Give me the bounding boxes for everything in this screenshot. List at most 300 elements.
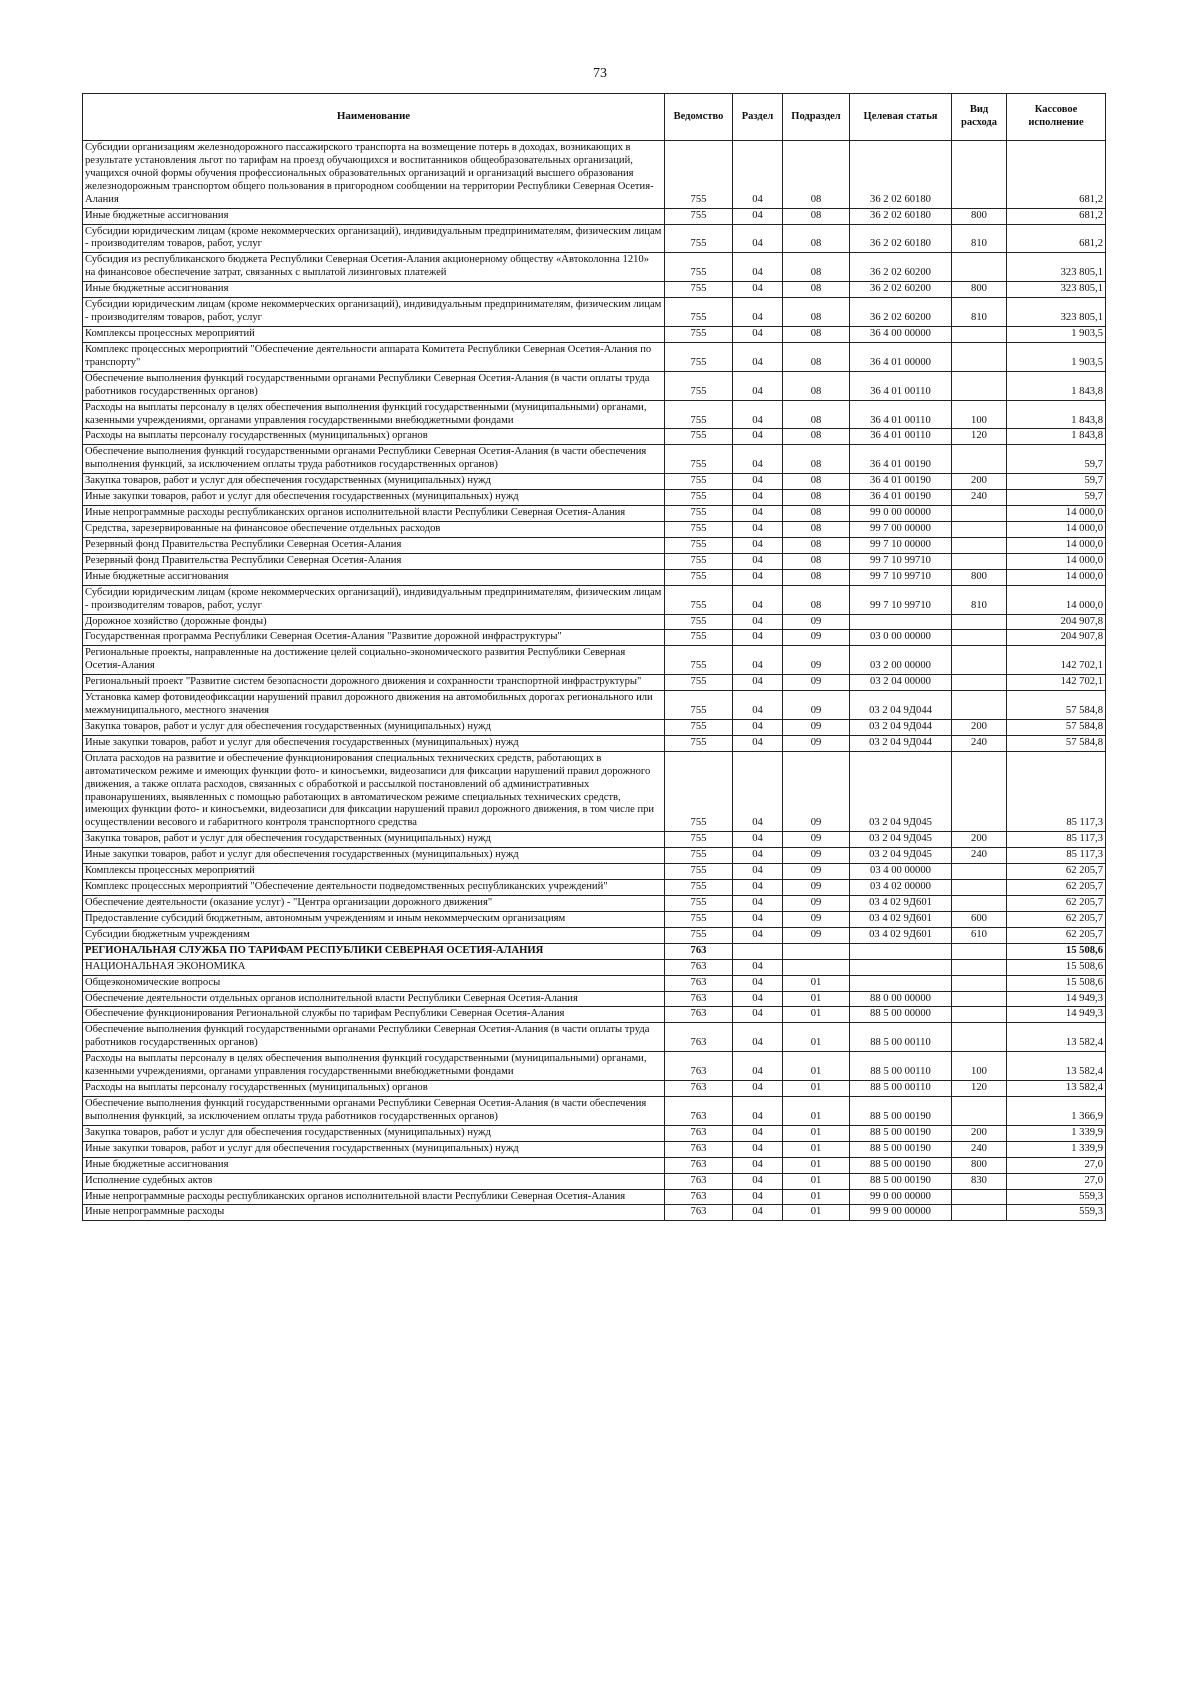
row-amount: 1 843,8 <box>1007 371 1106 400</box>
row-subsection: 01 <box>783 1189 850 1205</box>
row-expense-type <box>952 864 1007 880</box>
row-amount: 681,2 <box>1007 208 1106 224</box>
row-target: 88 5 00 00110 <box>850 1052 952 1081</box>
table-row <box>83 585 1106 614</box>
row-amount: 14 000,0 <box>1007 506 1106 522</box>
row-expense-type: 240 <box>952 490 1007 506</box>
row-expense-type: 810 <box>952 224 1007 253</box>
row-name: Комплекс процессных мероприятий "Обеспечение деятельности аппарата Комитета Республики Северная Осетия-Алания по транспорту" <box>83 342 665 371</box>
row-department: 755 <box>665 208 733 224</box>
row-department: 755 <box>665 832 733 848</box>
row-name: Обеспечение деятельности (оказание услуг) - "Центра организации дорожного движения" <box>83 896 665 912</box>
row-department: 755 <box>665 896 733 912</box>
row-subsection: 09 <box>783 880 850 896</box>
row-amount: 62 205,7 <box>1007 911 1106 927</box>
row-section: 04 <box>733 1097 783 1126</box>
row-name: Иные непрограммные расходы <box>83 1205 665 1221</box>
row-expense-type <box>952 253 1007 282</box>
row-subsection: 08 <box>783 208 850 224</box>
table-row <box>83 1141 1106 1157</box>
row-target <box>850 975 952 991</box>
row-subsection: 08 <box>783 253 850 282</box>
table-row <box>83 521 1106 537</box>
row-target: 36 4 01 00190 <box>850 474 952 490</box>
row-name: Закупка товаров, работ и услуг для обеспечения государственных (муниципальных) нужд <box>83 474 665 490</box>
row-section: 04 <box>733 282 783 298</box>
row-expense-type <box>952 646 1007 675</box>
row-department: 763 <box>665 1173 733 1189</box>
row-subsection: 08 <box>783 141 850 209</box>
row-name: Иные закупки товаров, работ и услуг для обеспечения государственных (муниципальных) нужд <box>83 1141 665 1157</box>
row-department: 755 <box>665 630 733 646</box>
row-subsection: 08 <box>783 506 850 522</box>
row-department: 755 <box>665 282 733 298</box>
row-expense-type: 200 <box>952 719 1007 735</box>
row-target: 36 2 02 60200 <box>850 298 952 327</box>
row-department: 763 <box>665 1023 733 1052</box>
row-amount: 85 117,3 <box>1007 751 1106 832</box>
row-expense-type: 200 <box>952 1125 1007 1141</box>
row-subsection: 08 <box>783 521 850 537</box>
row-amount: 14 000,0 <box>1007 585 1106 614</box>
row-section: 04 <box>733 445 783 474</box>
table-row <box>83 298 1106 327</box>
header-name: Наименование <box>83 94 665 141</box>
row-amount: 1 903,5 <box>1007 326 1106 342</box>
row-expense-type <box>952 1205 1007 1221</box>
row-expense-type: 100 <box>952 400 1007 429</box>
row-section: 04 <box>733 298 783 327</box>
row-amount: 27,0 <box>1007 1173 1106 1189</box>
row-subsection: 08 <box>783 282 850 298</box>
row-section: 04 <box>733 896 783 912</box>
row-amount: 85 117,3 <box>1007 848 1106 864</box>
table-row <box>83 959 1106 975</box>
row-department: 763 <box>665 1081 733 1097</box>
row-section: 04 <box>733 1023 783 1052</box>
row-target: 03 2 04 9Д045 <box>850 751 952 832</box>
row-section: 04 <box>733 326 783 342</box>
row-department: 763 <box>665 1205 733 1221</box>
row-subsection: 09 <box>783 927 850 943</box>
table-row <box>83 553 1106 569</box>
row-name: Закупка товаров, работ и услуг для обеспечения государственных (муниципальных) нужд <box>83 719 665 735</box>
row-expense-type <box>952 521 1007 537</box>
row-section: 04 <box>733 569 783 585</box>
row-name: Обеспечение выполнения функций государственными органами Республики Северная Осетия-Алания (в части оплаты труда работников государственных органов) <box>83 371 665 400</box>
row-section: 04 <box>733 506 783 522</box>
row-section: 04 <box>733 1141 783 1157</box>
row-department: 755 <box>665 646 733 675</box>
row-name: Оплата расходов на развитие и обеспечение функционирования специальных технических средств, работающих в автоматическом режиме и имеющих функции фото- и киносъемки, видеозаписи для фиксации нарушений правил дорожного движения, а также оплата расходов, связанных с обработкой и рассылкой постановлений об административных правонарушениях, выявленных с помощью работающих в автоматическом режиме специальных технических средств, имеющих функции фото- и киносъемки, видеозаписи для фиксации нарушений правил дорожного движения, в том числе при осуществлении весового и габаритного контроля транспортного средства <box>83 751 665 832</box>
row-name: Дорожное хозяйство (дорожные фонды) <box>83 614 665 630</box>
header-target: Целевая статья <box>850 94 952 141</box>
row-name: Закупка товаров, работ и услуг для обеспечения государственных (муниципальных) нужд <box>83 1125 665 1141</box>
row-subsection: 01 <box>783 1141 850 1157</box>
row-expense-type <box>952 371 1007 400</box>
row-department: 755 <box>665 585 733 614</box>
row-subsection: 08 <box>783 400 850 429</box>
row-section <box>733 943 783 959</box>
row-section: 04 <box>733 832 783 848</box>
row-department: 755 <box>665 429 733 445</box>
header-subsection: Подраздел <box>783 94 850 141</box>
row-section: 04 <box>733 927 783 943</box>
row-subsection: 01 <box>783 1157 850 1173</box>
table-row <box>83 282 1106 298</box>
row-expense-type <box>952 141 1007 209</box>
row-amount: 14 000,0 <box>1007 553 1106 569</box>
row-section: 04 <box>733 719 783 735</box>
row-expense-type: 120 <box>952 1081 1007 1097</box>
row-department: 755 <box>665 848 733 864</box>
row-amount: 62 205,7 <box>1007 880 1106 896</box>
row-department: 763 <box>665 959 733 975</box>
row-expense-type <box>952 675 1007 691</box>
row-subsection: 08 <box>783 445 850 474</box>
row-target: 36 4 01 00000 <box>850 342 952 371</box>
row-name: Предоставление субсидий бюджетным, автономным учреждениям и иным некоммерческим организациям <box>83 911 665 927</box>
row-subsection: 08 <box>783 342 850 371</box>
row-name: Расходы на выплаты персоналу государственных (муниципальных) органов <box>83 1081 665 1097</box>
row-section: 04 <box>733 691 783 720</box>
row-section: 04 <box>733 141 783 209</box>
row-section: 04 <box>733 864 783 880</box>
row-amount: 62 205,7 <box>1007 864 1106 880</box>
row-target <box>850 959 952 975</box>
row-expense-type: 800 <box>952 282 1007 298</box>
row-amount: 15 508,6 <box>1007 959 1106 975</box>
row-subsection: 01 <box>783 1007 850 1023</box>
row-department: 755 <box>665 445 733 474</box>
row-target: 88 5 00 00190 <box>850 1157 952 1173</box>
row-subsection: 01 <box>783 1173 850 1189</box>
row-department: 755 <box>665 400 733 429</box>
row-subsection: 09 <box>783 719 850 735</box>
row-name: Региональные проекты, направленные на достижение целей социально-экономического развития Республики Северная Осетия-Алания <box>83 646 665 675</box>
row-name: Иные бюджетные ассигнования <box>83 569 665 585</box>
row-amount: 14 000,0 <box>1007 521 1106 537</box>
row-name: Резервный фонд Правительства Республики Северная Осетия-Алания <box>83 537 665 553</box>
row-amount: 14 000,0 <box>1007 569 1106 585</box>
row-department: 763 <box>665 1141 733 1157</box>
row-name: Расходы на выплаты персоналу государственных (муниципальных) органов <box>83 429 665 445</box>
row-target: 03 4 02 9Д601 <box>850 927 952 943</box>
row-expense-type <box>952 896 1007 912</box>
row-amount: 14 949,3 <box>1007 1007 1106 1023</box>
row-amount: 59,7 <box>1007 474 1106 490</box>
row-target: 36 4 01 00110 <box>850 371 952 400</box>
row-section: 04 <box>733 490 783 506</box>
row-section: 04 <box>733 208 783 224</box>
table-row <box>83 1052 1106 1081</box>
row-name: Иные закупки товаров, работ и услуг для обеспечения государственных (муниципальных) нужд <box>83 848 665 864</box>
row-target <box>850 614 952 630</box>
row-section: 04 <box>733 646 783 675</box>
page-number: 73 <box>593 66 607 81</box>
row-section: 04 <box>733 1007 783 1023</box>
table-row <box>83 630 1106 646</box>
row-section: 04 <box>733 1081 783 1097</box>
row-target: 88 5 00 00110 <box>850 1081 952 1097</box>
table-body <box>83 141 1106 1221</box>
row-amount: 57 584,8 <box>1007 735 1106 751</box>
row-target: 88 5 00 00190 <box>850 1097 952 1126</box>
row-target: 36 4 01 00190 <box>850 445 952 474</box>
row-amount: 323 805,1 <box>1007 282 1106 298</box>
row-section: 04 <box>733 1205 783 1221</box>
row-section: 04 <box>733 675 783 691</box>
table-row <box>83 848 1106 864</box>
table-row <box>83 371 1106 400</box>
row-subsection: 08 <box>783 298 850 327</box>
row-name: Субсидии юридическим лицам (кроме некоммерческих организаций), индивидуальным предпринимателям, физическим лицам - производителям товаров, работ, услуг <box>83 224 665 253</box>
row-subsection: 08 <box>783 569 850 585</box>
table-row <box>83 342 1106 371</box>
table-row <box>83 208 1106 224</box>
row-expense-type: 200 <box>952 832 1007 848</box>
table-row <box>83 445 1106 474</box>
table-row <box>83 1081 1106 1097</box>
table-row <box>83 832 1106 848</box>
table-row <box>83 429 1106 445</box>
row-expense-type: 830 <box>952 1173 1007 1189</box>
row-name: Иные бюджетные ассигнования <box>83 208 665 224</box>
table-row <box>83 326 1106 342</box>
row-subsection: 08 <box>783 537 850 553</box>
row-amount: 323 805,1 <box>1007 253 1106 282</box>
row-section: 04 <box>733 253 783 282</box>
row-section: 04 <box>733 553 783 569</box>
row-expense-type <box>952 630 1007 646</box>
row-section: 04 <box>733 880 783 896</box>
table-row <box>83 735 1106 751</box>
row-section: 04 <box>733 1189 783 1205</box>
row-expense-type <box>952 506 1007 522</box>
row-expense-type <box>952 614 1007 630</box>
row-section: 04 <box>733 224 783 253</box>
table-row <box>83 474 1106 490</box>
row-target: 99 7 10 00000 <box>850 537 952 553</box>
row-subsection <box>783 943 850 959</box>
row-name: Обеспечение деятельности отдельных органов исполнительной власти Республики Северная Осетия-Алания <box>83 991 665 1007</box>
row-target: 03 4 02 00000 <box>850 880 952 896</box>
row-expense-type <box>952 943 1007 959</box>
table-row <box>83 691 1106 720</box>
table-row <box>83 1173 1106 1189</box>
row-amount: 57 584,8 <box>1007 719 1106 735</box>
row-target: 36 4 01 00190 <box>850 490 952 506</box>
row-amount: 15 508,6 <box>1007 975 1106 991</box>
row-subsection: 01 <box>783 1023 850 1052</box>
row-name: Обеспечение выполнения функций государственными органами Республики Северная Осетия-Алания (в части обеспечения выполнения функций, за исключением оплаты труда работников государственных органов) <box>83 445 665 474</box>
table-row <box>83 675 1106 691</box>
row-subsection: 01 <box>783 1125 850 1141</box>
row-name: Иные закупки товаров, работ и услуг для обеспечения государственных (муниципальных) нужд <box>83 735 665 751</box>
row-target: 88 0 00 00000 <box>850 991 952 1007</box>
row-subsection: 09 <box>783 646 850 675</box>
row-subsection: 01 <box>783 1205 850 1221</box>
row-amount: 59,7 <box>1007 445 1106 474</box>
row-department: 755 <box>665 880 733 896</box>
row-section: 04 <box>733 371 783 400</box>
row-target: 99 0 00 00000 <box>850 506 952 522</box>
row-amount: 62 205,7 <box>1007 927 1106 943</box>
row-department: 755 <box>665 141 733 209</box>
row-amount: 1 843,8 <box>1007 429 1106 445</box>
row-subsection: 09 <box>783 896 850 912</box>
row-expense-type <box>952 326 1007 342</box>
row-department: 755 <box>665 342 733 371</box>
table-row <box>83 614 1106 630</box>
row-subsection <box>783 959 850 975</box>
row-department: 755 <box>665 735 733 751</box>
row-department: 755 <box>665 864 733 880</box>
row-target: 36 4 01 00110 <box>850 400 952 429</box>
table-row <box>83 1023 1106 1052</box>
table-row <box>83 1125 1106 1141</box>
row-target: 99 7 10 99710 <box>850 553 952 569</box>
row-amount: 14 000,0 <box>1007 537 1106 553</box>
row-section: 04 <box>733 735 783 751</box>
row-target: 03 2 04 9Д044 <box>850 691 952 720</box>
row-target: 03 4 02 9Д601 <box>850 911 952 927</box>
row-name: Иные бюджетные ассигнования <box>83 282 665 298</box>
row-name: Региональный проект "Развитие систем безопасности дорожного движения и сохранности транспортной инфраструктуры" <box>83 675 665 691</box>
header-department: Ведомство <box>665 94 733 141</box>
table-row <box>83 1157 1106 1173</box>
row-expense-type: 610 <box>952 927 1007 943</box>
row-section: 04 <box>733 848 783 864</box>
row-target: 03 2 04 9Д044 <box>850 735 952 751</box>
row-amount: 13 582,4 <box>1007 1052 1106 1081</box>
row-section: 04 <box>733 1173 783 1189</box>
table-row <box>83 975 1106 991</box>
row-name: Расходы на выплаты персоналу в целях обеспечения выполнения функций государственными (муниципальными) органами, казенными учреждениями, органами управления государственными внебюджетными фондами <box>83 400 665 429</box>
row-section: 04 <box>733 630 783 646</box>
row-subsection: 08 <box>783 429 850 445</box>
row-department: 755 <box>665 224 733 253</box>
table-row <box>83 490 1106 506</box>
row-subsection: 08 <box>783 585 850 614</box>
row-section: 04 <box>733 537 783 553</box>
row-target: 36 2 02 60180 <box>850 141 952 209</box>
row-amount: 559,3 <box>1007 1189 1106 1205</box>
row-name: Закупка товаров, работ и услуг для обеспечения государственных (муниципальных) нужд <box>83 832 665 848</box>
row-section: 04 <box>733 1125 783 1141</box>
table-row <box>83 646 1106 675</box>
row-target: 88 5 00 00190 <box>850 1141 952 1157</box>
row-expense-type: 810 <box>952 585 1007 614</box>
table-row <box>83 1205 1106 1221</box>
table-header-row <box>83 94 1106 141</box>
row-target: 99 7 10 99710 <box>850 569 952 585</box>
row-department: 755 <box>665 326 733 342</box>
row-amount: 681,2 <box>1007 224 1106 253</box>
row-name: Субсидия из республиканского бюджета Республики Северная Осетия-Алания акционерному обществу «Автоколонна 1210» на финансовое обеспечение затрат, связанных с выплатой лизинговых платежей <box>83 253 665 282</box>
row-section: 04 <box>733 521 783 537</box>
row-name: Обеспечение функционирования Региональной службы по тарифам Республики Северная Осетия-Алания <box>83 1007 665 1023</box>
row-section: 04 <box>733 1157 783 1173</box>
row-name: Субсидии юридическим лицам (кроме некоммерческих организаций), индивидуальным предпринимателям, физическим лицам - производителям товаров, работ, услуг <box>83 298 665 327</box>
row-subsection: 09 <box>783 614 850 630</box>
row-name: Обеспечение выполнения функций государственными органами Республики Северная Осетия-Алания (в части обеспечения выполнения функций, за исключением оплаты труда работников государственных органов) <box>83 1097 665 1126</box>
row-expense-type <box>952 959 1007 975</box>
row-subsection: 08 <box>783 474 850 490</box>
row-department: 763 <box>665 1052 733 1081</box>
row-subsection: 09 <box>783 735 850 751</box>
row-subsection: 09 <box>783 630 850 646</box>
row-expense-type: 100 <box>952 1052 1007 1081</box>
row-name: Государственная программа Республики Северная Осетия-Алания "Развитие дорожной инфраструктуры" <box>83 630 665 646</box>
row-department: 763 <box>665 1007 733 1023</box>
row-target: 88 5 00 00190 <box>850 1125 952 1141</box>
table-row <box>83 864 1106 880</box>
row-name: Субсидии организациям железнодорожного пассажирского транспорта на возмещение потерь в доходах, возникающих в результате установления льгот по тарифам на проезд обучающихся и воспитанников общеобразовательных организаций, учащихся очной формы обучения профессиональных образовательных организаций и организаций высшего образования железнодорожным транспортом общего пользования в пригородном сообщении на территории Республики Северная Осетия-Алания <box>83 141 665 209</box>
row-name: Субсидии бюджетным учреждениям <box>83 927 665 943</box>
row-target: 36 2 02 60180 <box>850 208 952 224</box>
row-target: 03 4 02 9Д601 <box>850 896 952 912</box>
row-amount: 204 907,8 <box>1007 630 1106 646</box>
row-expense-type: 240 <box>952 848 1007 864</box>
row-name: Резервный фонд Правительства Республики Северная Осетия-Алания <box>83 553 665 569</box>
row-department: 755 <box>665 521 733 537</box>
table-row <box>83 1189 1106 1205</box>
row-expense-type: 800 <box>952 1157 1007 1173</box>
row-amount: 142 702,1 <box>1007 675 1106 691</box>
row-expense-type <box>952 880 1007 896</box>
row-name: Общеэкономические вопросы <box>83 975 665 991</box>
row-department: 763 <box>665 975 733 991</box>
row-amount: 323 805,1 <box>1007 298 1106 327</box>
table-row <box>83 537 1106 553</box>
row-section: 04 <box>733 911 783 927</box>
row-name: Иные бюджетные ассигнования <box>83 1157 665 1173</box>
row-expense-type: 800 <box>952 569 1007 585</box>
table-row <box>83 943 1106 959</box>
row-expense-type <box>952 1023 1007 1052</box>
row-expense-type: 200 <box>952 474 1007 490</box>
row-target: 88 5 00 00110 <box>850 1023 952 1052</box>
row-subsection: 01 <box>783 991 850 1007</box>
row-section: 04 <box>733 614 783 630</box>
row-department: 763 <box>665 991 733 1007</box>
row-name: Расходы на выплаты персоналу в целях обеспечения выполнения функций государственными (муниципальными) органами, казенными учреждениями, органами управления государственными внебюджетными фондами <box>83 1052 665 1081</box>
row-amount: 57 584,8 <box>1007 691 1106 720</box>
row-target: 03 2 04 00000 <box>850 675 952 691</box>
row-subsection: 01 <box>783 975 850 991</box>
row-section: 04 <box>733 991 783 1007</box>
row-target: 36 2 02 60200 <box>850 253 952 282</box>
row-target: 03 2 04 9Д045 <box>850 832 952 848</box>
row-amount: 27,0 <box>1007 1157 1106 1173</box>
table-row <box>83 506 1106 522</box>
row-expense-type: 120 <box>952 429 1007 445</box>
row-target: 88 5 00 00190 <box>850 1173 952 1189</box>
row-subsection: 09 <box>783 832 850 848</box>
row-department: 755 <box>665 253 733 282</box>
header-expense-type: Вид расхода <box>952 94 1007 141</box>
row-target: 03 2 04 9Д044 <box>850 719 952 735</box>
row-expense-type <box>952 1007 1007 1023</box>
row-expense-type <box>952 1097 1007 1126</box>
row-expense-type <box>952 445 1007 474</box>
row-subsection: 09 <box>783 691 850 720</box>
row-subsection: 01 <box>783 1052 850 1081</box>
row-section: 04 <box>733 975 783 991</box>
row-amount: 85 117,3 <box>1007 832 1106 848</box>
table-row <box>83 1007 1106 1023</box>
